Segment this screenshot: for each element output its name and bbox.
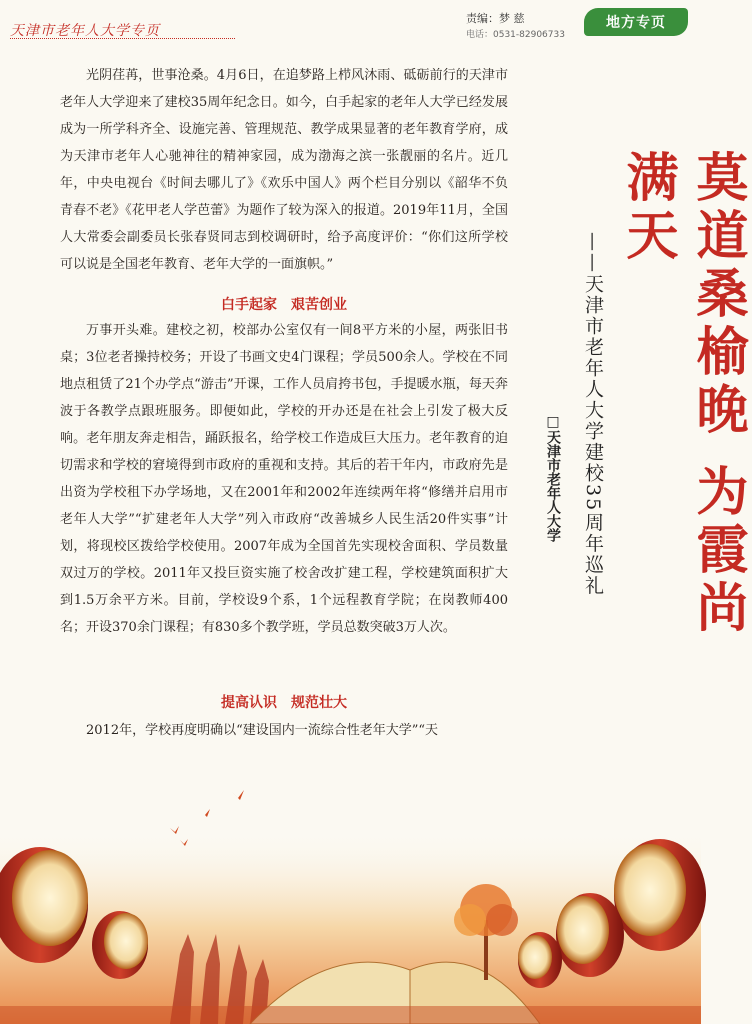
drum-right2-icon <box>556 893 624 977</box>
magazine-section-label: 天津市老年人大学专页 <box>10 23 160 39</box>
drum-right-icon <box>614 839 706 951</box>
article-author: □天津市老年人大学 <box>545 414 561 542</box>
ground-band <box>0 1006 701 1024</box>
drum-right3-icon <box>518 932 562 988</box>
section2-paragraph: 2012年，学校再度明确以“建设国内一流综合性老年大学”“天 <box>86 723 439 738</box>
section-tag: 地方专页 <box>584 8 688 36</box>
section1-heading: 白手起家 艰苦创业 <box>221 297 347 313</box>
editor-credit: 责编：梦 慈 <box>466 12 525 25</box>
intro-paragraph: 光阴荏苒，世事沧桑。4月6日，在追梦路上栉风沐雨、砥砺前行的天津市老年人大学迎来了建校35周年纪念日。如今，白手起家的老年人大学已经发展成为一所学科齐全、设施完善、管理规范、教学成果显著的老年教育学府，成为天津市老年人心驰神往的精神家园，成为渤海之滨一张靓丽的名片。近几年，中央电视台《时间去哪儿了》《欢乐中国人》两个栏目分别以《韶华不负 青春不老》《花甲老人学芭蕾》为题作了较为深入的报道。2019年11月，全国人大常委会副委员长张春贤同志到校调研时，给予高度评价：“你们这所学校可以说是全国老年教育、老年大学的一面旗帜。” <box>60 68 508 272</box>
section2-body <box>60 717 508 744</box>
drum-left2-icon <box>92 911 148 979</box>
section2-heading: 提高认识 规范壮大 <box>221 695 347 711</box>
article-title: 莫道桑榆晚 为霞尚满天 <box>617 150 748 639</box>
section1-paragraph: 万事开头难。建校之初，校部办公室仅有一间8平方米的小屋，两张旧书桌；3位老者操持校务；开设了书画文史4门课程；学员500余人。学校在不同地点租赁了21个办学点“游击”开课，工作人员肩挎书包，手提暖水瓶，每天奔波于各教学点跟班服务。即便如此，学校的开办还是在社会上引发了极大反响。老年朋友奔走相告，踊跃报名，给学校工作造成巨大压力。老年教育的迫切需求和学校的窘境得到市政府的重视和支持。其后的若干年内，市政府先是出资为学校租下办学场地，又在2001年和2002年连续两年将“修缮并启用市老年人大学”“扩建老年人大学”列入市政府“改善城乡人民生活20件实事”计划，将现校区拨给学校使用。2007年成为全国首先实现校舍面积、学员数量双过万的学校。2011年又投巨资实施了校舍改扩建工程，学校建筑面积扩大到1.5万余平方米。目前，学校设9个系，1个远程教育学院；在岗教师400名；开设370余门课程；有830多个教学班，学员总数突破3万人次。 <box>60 323 508 635</box>
article-subtitle: ——天津市老年人大学建校35周年巡礼 <box>582 232 604 597</box>
article-intro <box>60 62 508 278</box>
section1-body <box>60 317 508 641</box>
editor-phone: 电话：0531-82906733 <box>466 30 565 40</box>
header-divider <box>10 38 235 39</box>
decorative-illustration <box>0 770 701 1024</box>
